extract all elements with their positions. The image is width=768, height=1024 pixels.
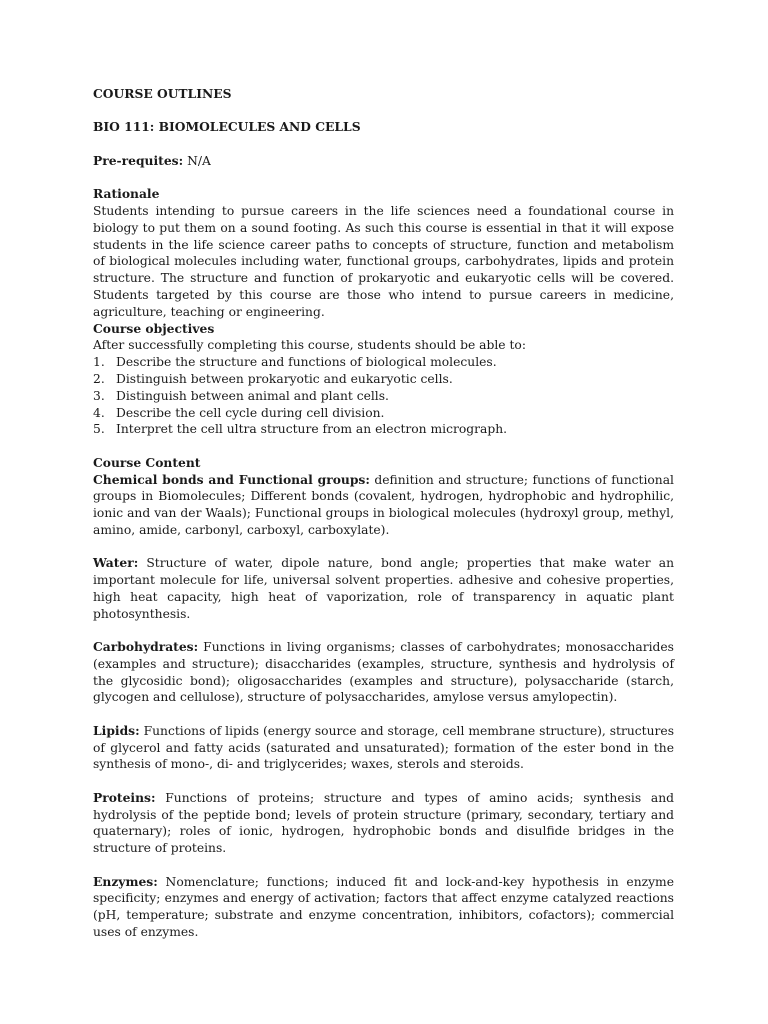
objective-item xyxy=(93,354,674,371)
topic-proteins xyxy=(93,790,674,857)
document-title: COURSE OUTLINES xyxy=(93,86,232,101)
objective-number: 5. xyxy=(93,422,105,437)
objective-text: Describe the cell cycle during cell division. xyxy=(116,405,385,420)
objectives-list xyxy=(93,354,674,438)
prerequisites-label: Pre-requites: xyxy=(93,152,184,168)
rationale-heading: Rationale xyxy=(93,186,160,202)
topic-label: Enzymes: xyxy=(93,873,158,889)
topic-text: Functions in living organisms; classes of carbohydrates; monosaccharides (examples and structure); disaccharides (examples, structure, synthesis and hydrolysis of the glycosidic bond); oligosaccharides (examples and structure), polysaccharide (starch, glycogen and cellulose), structure of polysaccharides, amylose versus amylopectin). xyxy=(93,640,674,705)
objective-item xyxy=(93,388,674,405)
topic-text: Functions of proteins; structure and types of amino acids; synthesis and hydrolysis of the peptide bond; levels of protein structure (primary, secondary, tertiary and quaternary); roles of ionic, hydrogen, hydrophobic bonds and disulfide bridges in the structure of proteins. xyxy=(93,790,674,856)
objective-item xyxy=(93,371,674,388)
course-content-heading: Course Content xyxy=(93,454,201,470)
topic-lipids xyxy=(93,723,674,773)
topic-text: Structure of water, dipole nature, bond angle; properties that make water an important molecule for life, universal solvent properties. adhesive and cohesive properties, high heat capacity, high heat of vaporization, role of transparency in aquatic plant photosynthesis. xyxy=(93,556,674,621)
topic-label: Lipids: xyxy=(93,722,140,738)
topic-chemical-bonds xyxy=(93,472,674,539)
course-title: BIO 111: BIOMOLECULES AND CELLS xyxy=(93,119,361,135)
topic-enzymes xyxy=(93,874,674,941)
topic-label: Chemical bonds and Functional groups: xyxy=(93,471,370,487)
objective-text: Interpret the cell ultra structure from an electron micrograph. xyxy=(116,422,508,437)
objective-number: 4. xyxy=(93,405,105,420)
objective-item xyxy=(93,421,674,438)
prerequisites-line xyxy=(93,153,674,170)
objective-text: Describe the structure and functions of biological molecules. xyxy=(116,355,497,370)
topic-text: definition and structure; functions of functional groups in Biomolecules; Different bonds (covalent, hydrogen, hydrophobic and hydrophilic, ionic and van der Waals); Functional groups in biological molecules (hydroxyl group, methyl, amino, amide, carbonyl, carboxyl, carboxylate). xyxy=(93,472,674,537)
prerequisites-value: N/A xyxy=(187,153,211,168)
topic-label: Water: xyxy=(93,555,139,571)
objectives-heading: Course objectives xyxy=(93,320,215,336)
topic-label: Proteins: xyxy=(93,789,156,805)
objective-number: 3. xyxy=(93,388,105,403)
topic-carbohydrates xyxy=(93,639,674,706)
objective-number: 1. xyxy=(93,355,105,370)
document-page xyxy=(93,86,674,941)
objectives-intro: After successfully completing this course, students should be able to: xyxy=(93,338,526,353)
objective-item xyxy=(93,405,674,422)
objective-text: Distinguish between prokaryotic and eukaryotic cells. xyxy=(116,371,453,386)
topic-text: Functions of lipids (energy source and storage, cell membrane structure), structures of glycerol and fatty acids (saturated and unsaturated); formation of the ester bond in the synthesis of mono-, di- and triglycerides; waxes, sterols and steroids. xyxy=(93,723,674,772)
objective-number: 2. xyxy=(93,371,105,386)
objective-text: Distinguish between animal and plant cells. xyxy=(116,388,389,403)
rationale-text: Students intending to pursue careers in the life sciences need a foundational course in biology to put them on a sound footing. As such this course is essential in that it will expose students in the life science career paths to concepts of structure, function and metabolism of biological molecules including water, functional groups, carbohydrates, lipids and protein structure. The structure and function of prokaryotic and eukaryotic cells will be covered. Students targeted by this course are those who intend to pursue careers in medicine, agriculture, teaching or engineering. xyxy=(93,203,674,319)
topic-water xyxy=(93,555,674,622)
topic-text: Nomenclature; functions; induced fit and lock-and-key hypothesis in enzyme specificity; enzymes and energy of activation; factors that affect enzyme catalyzed reactions (pH, temperature; substrate and enzyme concentration, inhibitors, cofactors); commercial uses of enzymes. xyxy=(93,874,674,940)
topic-label: Carbohydrates: xyxy=(93,639,199,655)
